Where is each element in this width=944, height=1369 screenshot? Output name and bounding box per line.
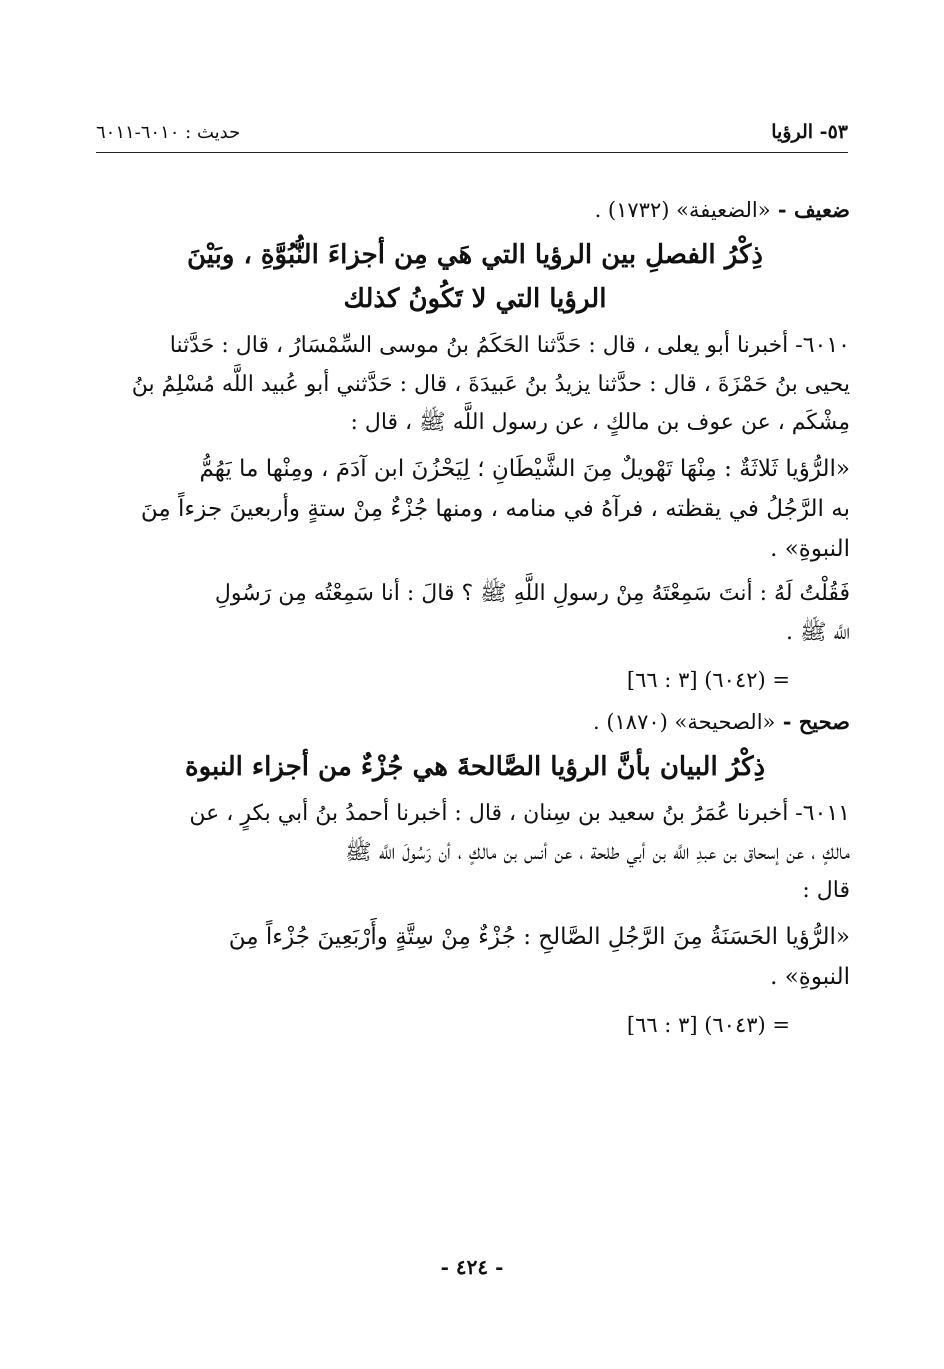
section-title-line: ذِكْرُ الفصلِ بين الرؤيا التي هَي مِن أجزاءَ النُّبُوَّةِ ، وبَيْنَ (187, 239, 763, 270)
grading-label: ضعيف - (777, 197, 850, 222)
hadith-6011-matn (100, 917, 850, 998)
text-line: اللَّه ﷺ . (786, 619, 850, 645)
header-divider (96, 152, 848, 153)
page-number: - ٤٢٤ - (440, 1255, 504, 1279)
section-title-line: ذِكْرُ البيان بأنَّ الرؤيا الصَّالحةَ هي جُزْءٌ من أجزاء النبوة (184, 751, 766, 782)
section-title-1 (100, 233, 850, 321)
running-header (96, 112, 848, 152)
cross-reference-6011: = (٦٠٤٣) [٣ : ٦٦] (626, 1013, 790, 1038)
page-body (100, 190, 850, 1049)
hadith-6011-isnad (100, 795, 850, 911)
text-line: يحيى بنُ حَمْزَةَ ، قال : حدَّثنا يزيدُ بنُ عَبيدَةَ ، قال : حَدَّثني أبو عُبيد اللَّه مُسْلِمُ بنُ (131, 371, 850, 397)
text-line: النبوةِ» . (770, 536, 850, 563)
grading-source: «الصحيحة» (١٨٧٠) . (592, 710, 776, 735)
text-line: به الرَّجُلُ في يقظته ، فرآهُ في منامه ، ومنها جُزْءٌ مِنْ ستةٍ وأربعينَ جزءاً مِنَ (140, 495, 850, 522)
grading-line-2 (100, 704, 850, 741)
grading-label: صحيح - (782, 709, 850, 735)
section-title-2 (100, 745, 850, 789)
text-line: مِشْكَم ، عن عوف بن مالكٍ ، عن رسول اللَّه ﷺ ، قال : (350, 410, 850, 436)
text-line: ٦٠١٠- أخبرنا أبو يعلى ، قال : حَدَّثنا الحَكَمُ بنُ موسى السِّمْسَارُ ، قال : حَدَّثنا (169, 333, 850, 359)
text-line: «الرُّؤيا ثَلاثَةٌ : مِنْهَا تَهْويلٌ مِنَ الشَّيْطَانِ ؛ لِيَحْزُنَ ابن آدَمَ ، ومِنْها ما يَهُمُّ (199, 455, 850, 482)
text-line: مالكٍ ، عن إسحاق بن عبدِ اللَّه بن أبي طلحة ، عن أنس بن مالكٍ ، أن رَسُولَ اللَّه ﷺ (345, 839, 850, 865)
hadith-6010-matn (100, 449, 850, 570)
hadith-range: حديث : ٦٠١٠-٦٠١١ (96, 121, 241, 143)
section-title-line: الرؤيا التي لا تَكُونُ كذلك (343, 283, 607, 314)
cross-reference-6010: = (٦٠٤٢) [٣ : ٦٦] (626, 668, 790, 693)
text-line: «الرُّؤيا الحَسَنَةُ مِنَ الرَّجُلِ الصَّالحِ : جُزْءٌ مِنْ سِتَّةٍ وأَرْبَعِينَ جُزْءاً مِنَ (228, 923, 850, 950)
grading-source: «الضعيفة» (١٧٣٢) . (594, 198, 771, 222)
chapter-heading: ٥٣- الرؤيا (771, 121, 848, 143)
text-line: ٦٠١١- أخبرنا عُمَرُ بنُ سعيد بن سِنان ، قال : أخبرنا أحمدُ بنُ أبي بكرٍ ، عن (189, 801, 850, 827)
text-line: فَقُلْتُ لَهُ : أنتَ سَمِعْتَهُ مِنْ رسولِ اللَّهِ ﷺ ؟ قالَ : أنا سَمِعْتُه مِن رَسُولِ (214, 581, 850, 607)
text-line: قال : (802, 878, 850, 904)
text-line: النبوةِ» . (770, 963, 850, 990)
hadith-6010-isnad (100, 327, 850, 443)
grading-line-1 (100, 192, 850, 229)
hadith-6010-addendum (100, 575, 850, 652)
